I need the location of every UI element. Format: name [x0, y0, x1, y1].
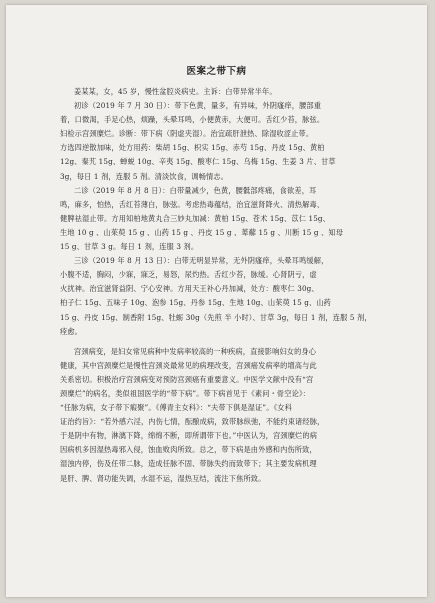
discussion-paragraph [60, 345, 376, 486]
text-line: 湿浊内停，伤及任带二脉，造成任脉不固、带脉失约而致带下；其主要发病机理 [60, 459, 317, 469]
text-line: 三诊（2019 年 8 月 13 日）：白带无明显异常，无外阴瘙痒，头晕耳鸣缓解， [74, 256, 329, 266]
text-line: 着，口微渴，手足心热，烦躁，头晕耳鸣，小便黄赤，大便可。舌红少苔，脉弦。 [60, 115, 325, 125]
case-paragraph [60, 184, 376, 254]
text-line: 15 g、丹皮 15g、制香附 15g、牡蛎 30g（先煎 半 小时）、甘草 3g，每日 1 剂，连服 5 剂， [60, 312, 372, 322]
text-line: 宫颈病变，是妇女常见病种中发病率较高的一种疾病，直接影响妇女的身心 [74, 346, 317, 356]
text-line: 健脾祛湿止带。方用知柏地黄丸合三妙丸加减：黄柏 15g、苍术 15g、苡仁 15g、 [60, 213, 331, 223]
text-line: “任脉为病，女子带下瘕聚”。《傅青主女科》：“夫带下俱是湿证”。《女科 [60, 403, 292, 413]
text-line: 颈糜烂”的病名，类似祖国医学的“带下病”。带下病首见于《素问・骨空论》： [60, 388, 311, 398]
text-line: 因病机多因湿热毒邪入侵，蚀血败肉所致。总之，带下病是由外感和内伤所致， [60, 445, 317, 455]
text-line: 鸣，麻多，怕热，舌红苔薄白，脉弦。考虑热毒蕴结，治宜滋肾降火、清热解毒、 [60, 199, 325, 209]
text-line: 初诊（2019 年 7 月 30 日）：带下色黄，量多，有异味，外阴瘙痒，腰部重 [74, 101, 322, 111]
case-paragraph [60, 99, 376, 184]
text-line: 小腹不适，胸闷，少寐，寐乏，易怒，尿灼热。舌红少苔，脉缓。心肾阴亏，虚 [60, 270, 317, 280]
text-line: 方选四逆散加味，处方用药：柴胡 15g、枳实 15g、赤芍 15g、丹皮 15g、黄柏 [60, 143, 325, 153]
page-title: 医案之带下病 [186, 66, 247, 77]
text-line: 健康，其中宫颈糜烂是慢性宫颈炎最常见的病理改变，宫颈癌发病率的增高与此 [60, 360, 317, 370]
text-line: 姜某某，女，45 岁，慢性盆腔炎病史。主诉：白带异常半年。 [74, 87, 277, 96]
body-text [60, 85, 376, 486]
case-paragraph [60, 254, 376, 339]
text-line: 火扰神。治宜滋肾益阴、宁心安神。方用天王补心丹加减，处方：酸枣仁 30g、 [60, 284, 319, 294]
text-line: 柏子仁 15g、五味子 10g、泡参 15g、丹参 15g、生地 10g、山茱萸 15 g、山药 [60, 298, 331, 308]
text-line: 于是阴中有物，淋漓下降，绵绵不断，即所谓带下也。”中医认为，宫颈糜烂的病 [60, 431, 318, 441]
text-line: 生地 10 g 、山茱萸 15 g 、山药 15 g 、丹皮 15 g 、萆薢 15 g 、川断 15 g 、知母 [60, 227, 344, 237]
text-line: 3g，每日 1 剂，连服 5 剂。清淡饮食，调畅情志。 [60, 171, 229, 181]
text-line: 妇检示宫颈糜烂。诊断：带下病（阴虚夹湿）。治宜疏肝泄热、除湿收涩止带。 [60, 129, 314, 139]
scanned-page [6, 5, 427, 597]
text-line: 是肝、脾、肾功能失调，水湿不运，湿热互结，流注下焦所致。 [60, 473, 266, 483]
text-line: 证治约旨》：“若外感六淫，内伤七情，酝酿成病，致带脉纵弛，不能约束诸经脉， [60, 417, 325, 427]
text-line: 二诊（2019 年 8 月 8 日）：白带量减少，色黄，腰骶部疼痛，食欲差，耳 [74, 185, 317, 195]
case-paragraph [60, 85, 376, 99]
text-line: 痊愈。 [60, 326, 83, 336]
text-line: 关系密切。积极治疗宫颈病变对预防宫颈癌有重要意义。中医学文献中没有“宫 [60, 374, 314, 384]
text-line: 15 g、甘草 3 g。每日 1 剂，连服 3 剂。 [60, 242, 199, 252]
text-line: 12g、秦艽 15g、蝉蜕 10g、辛夷 15g、酸枣仁 15g、乌梅 15g、生姜 3 片、甘草 [60, 157, 336, 167]
